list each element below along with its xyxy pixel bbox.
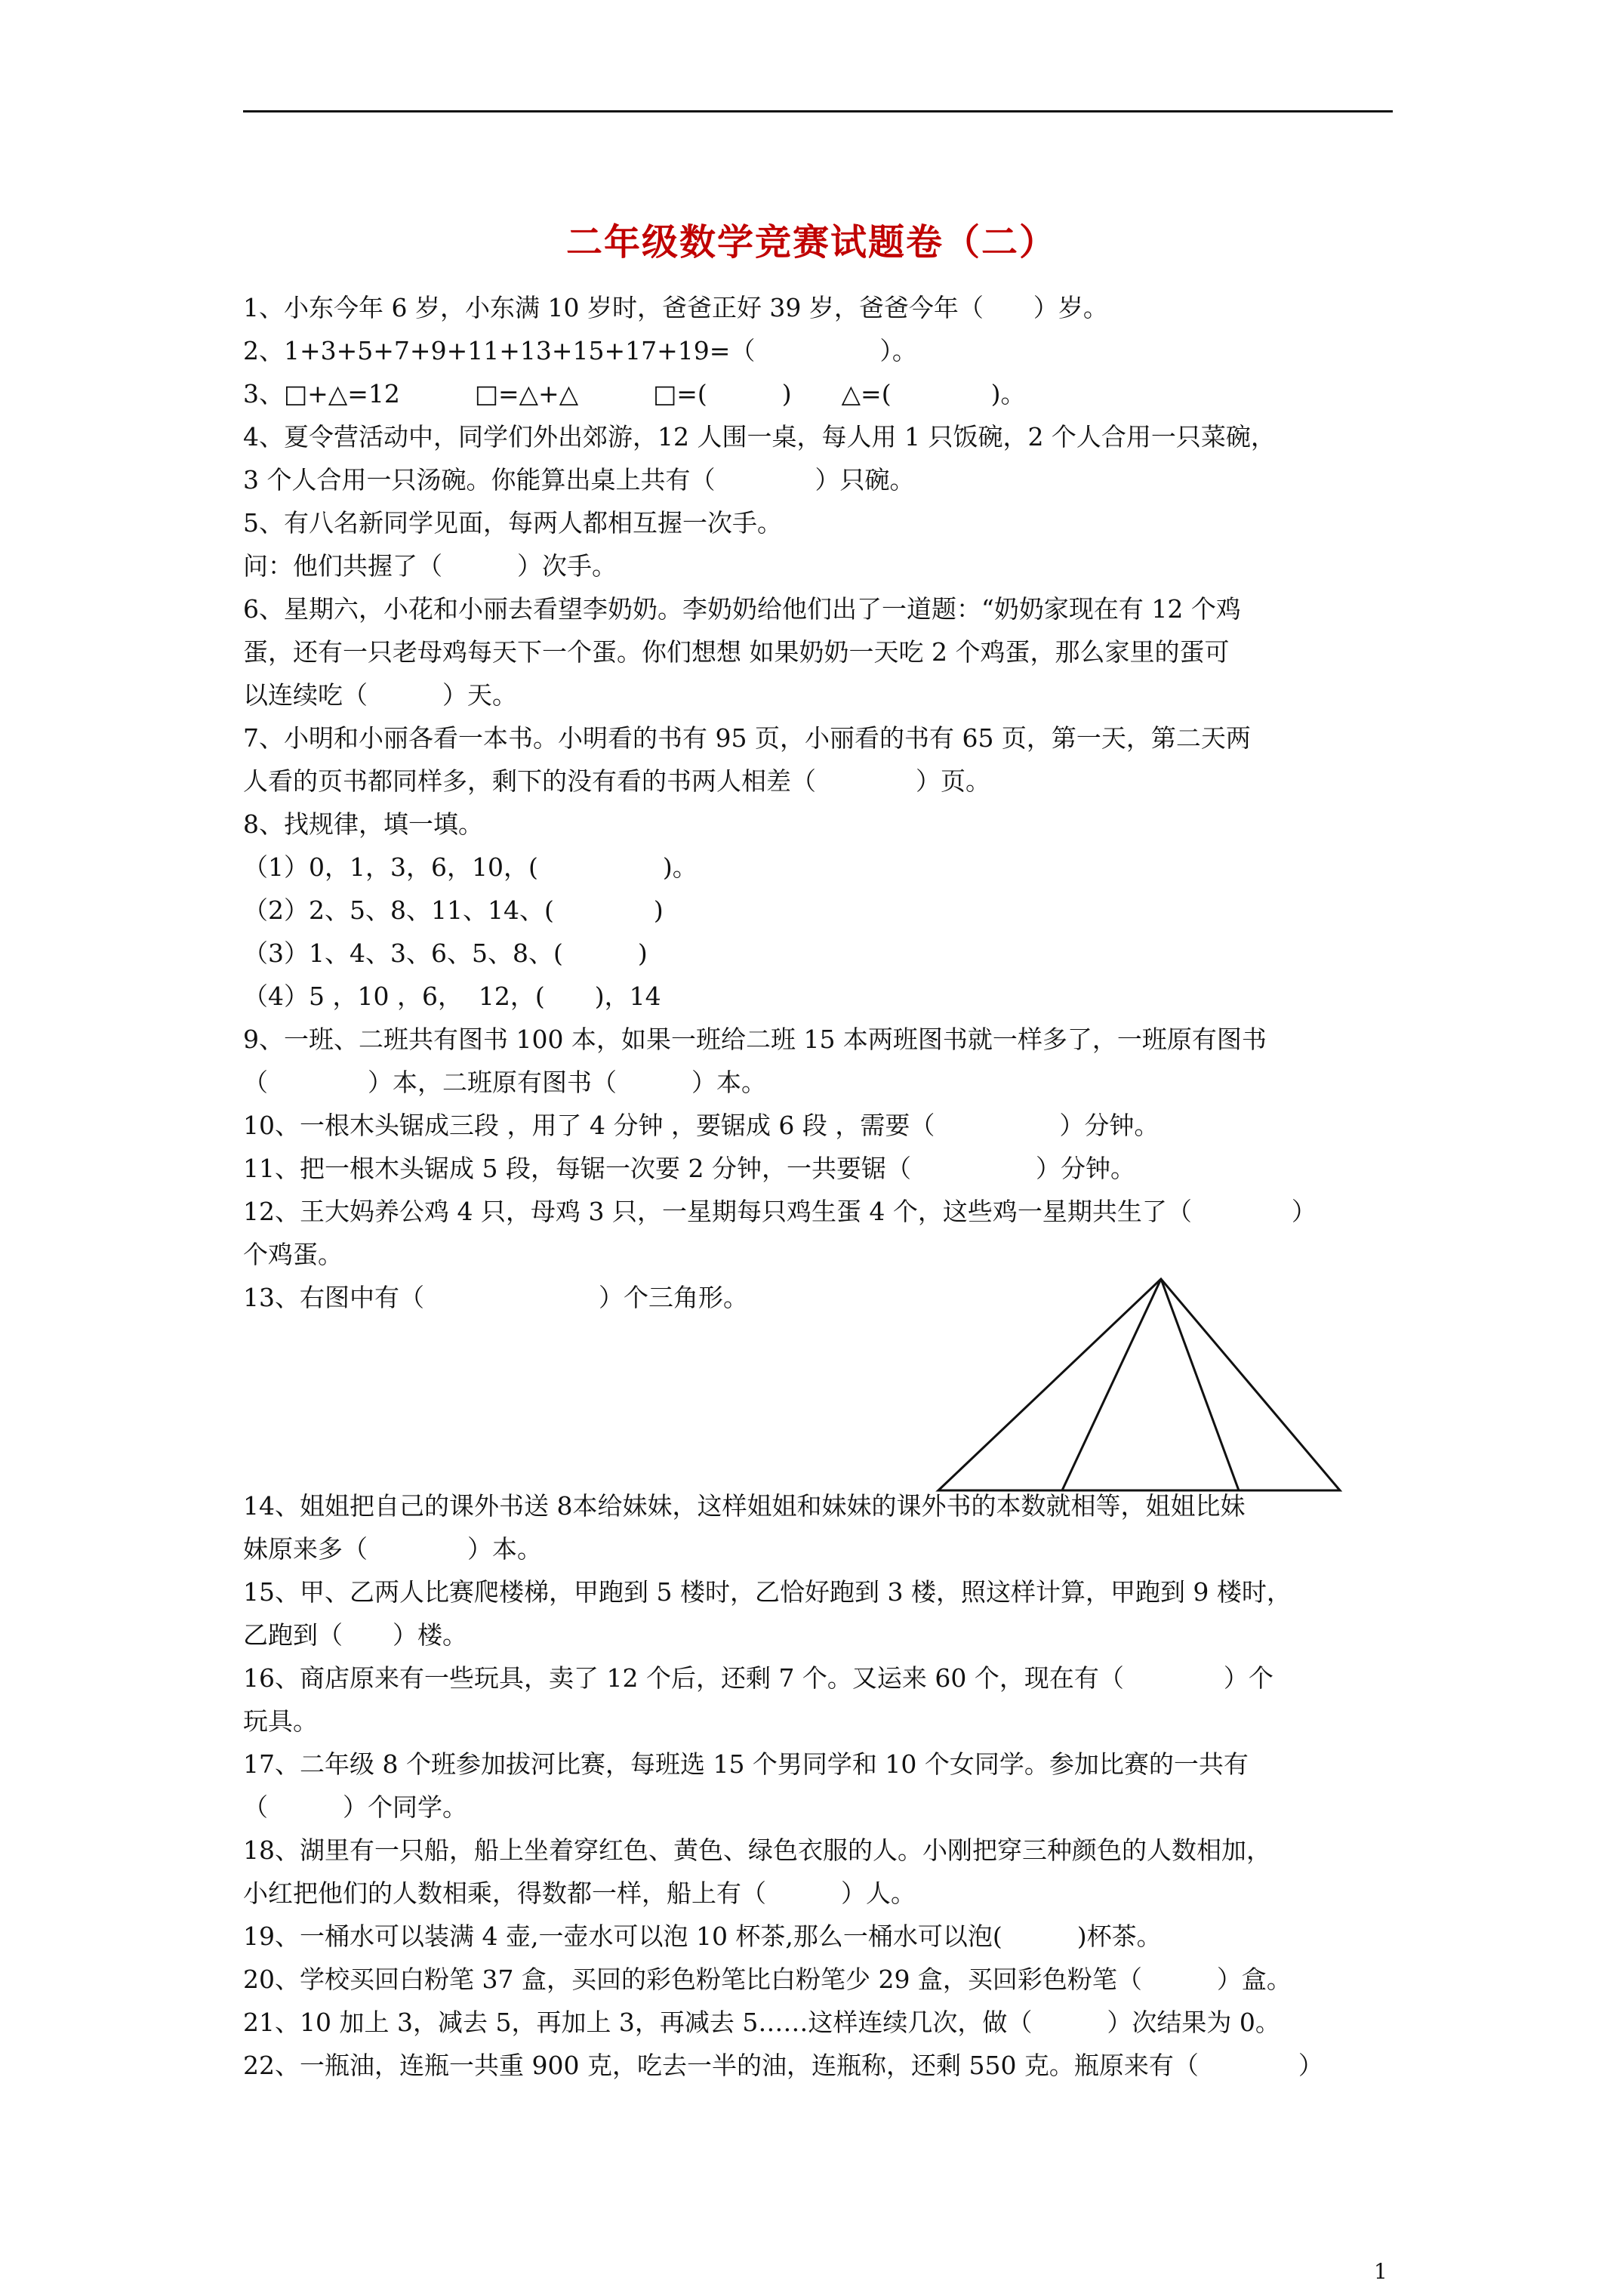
text-line: 蛋，还有一只老母鸡每天下一个蛋。你们想想 如果奶奶一天吃 2 个鸡蛋，那么家里的蛋可 xyxy=(243,637,1230,667)
text-line: 13、右图中有（ ）个三角形。 xyxy=(243,1283,748,1312)
page-title: 二年级数学竞赛试题卷（二） xyxy=(565,221,1057,264)
text-line: 19、一桶水可以装满 4 壶,一壶水可以泡 10 杯茶,那么一桶水可以泡( )杯茶。 xyxy=(243,1922,1162,1951)
text-line: 7、小明和小丽各看一本书。小明看的书有 95 页，小丽看的书有 65 页，第一天，第二天两 xyxy=(243,723,1251,753)
text-line: （3）1、4、3、6、5、8、( ) xyxy=(243,938,648,968)
text-line: 16、商店原来有一些玩具，卖了 12 个后，还剩 7 个。又运来 60 个，现在有（ ）个 xyxy=(243,1663,1273,1693)
text-line: 5、有八名新同学见面，每两人都相互握一次手。 xyxy=(243,508,782,538)
text-line: 20、学校买回白粉笔 37 盒，买回的彩色粉笔比白粉笔少 29 盒，买回彩色粉笔（ ）盒。 xyxy=(243,1965,1292,1994)
text-line: 妹原来多（ ）本。 xyxy=(243,1534,542,1564)
text-line: 3 个人合用一只汤碗。你能算出桌上共有（ ）只碗。 xyxy=(243,465,915,495)
text-line: 22、一瓶油，连瓶一共重 900 克，吃去一半的油，连瓶称，还剩 550 克。瓶原来有（ ） xyxy=(243,2051,1323,2080)
text-line: 8、找规律，填一填。 xyxy=(243,809,483,839)
inner-segment-left xyxy=(1062,1279,1161,1490)
text-line: （ ）个同学。 xyxy=(243,1792,467,1822)
text-line: 问：他们共握了（ ）次手。 xyxy=(243,551,617,581)
text-line: 4、夏令营活动中，同学们外出郊游，12 人围一桌，每人用 1 只饭碗，2 个人合用一只菜碗， xyxy=(243,422,1276,451)
text-line: 6、星期六，小花和小丽去看望李奶奶。李奶奶给他们出了一道题：“奶奶家现在有 12 个鸡 xyxy=(243,594,1241,624)
text-line: 个鸡蛋。 xyxy=(243,1240,343,1269)
text-line: 21、10 加上 3，减去 5，再加上 3，再减去 5……这样连续几次，做（ ）次结果为 0。 xyxy=(243,2008,1280,2037)
text-line: 11、把一根木头锯成 5 段，每锯一次要 2 分钟，一共要锯（ ）分钟。 xyxy=(243,1154,1135,1183)
triangle-figure xyxy=(935,1276,1357,1502)
text-line: （4）5 ，10 ，6， 12，( )，14 xyxy=(243,982,661,1011)
text-line: 玩具。 xyxy=(243,1706,318,1736)
text-line: 14、姐姐把自己的课外书送 8本给妹妹，这样姐姐和妹妹的课外书的本数就相等，姐姐比妹 xyxy=(243,1491,1246,1521)
header-rule xyxy=(243,110,1393,112)
text-line: 15、甲、乙两人比赛爬楼梯，甲跑到 5 楼时，乙恰好跑到 3 楼，照这样计算，甲跑到 9 楼时， xyxy=(243,1577,1292,1607)
text-line: 2、1+3+5+7+9+11+13+15+17+19=（ ）。 xyxy=(243,336,917,365)
page-number: 1 xyxy=(1374,2259,1387,2284)
text-line: 乙跑到（ ）楼。 xyxy=(243,1620,467,1650)
text-line: 以连续吃（ ）天。 xyxy=(243,680,517,710)
text-line: （2）2、5、8、11、14、( ) xyxy=(243,895,664,925)
text-line: （ ）本，二班原有图书（ ）本。 xyxy=(243,1068,766,1097)
text-line: 人看的页书都同样多，剩下的没有看的书两人相差（ ）页。 xyxy=(243,766,990,796)
text-line: 9、一班、二班共有图书 100 本，如果一班给二班 15 本两班图书就一样多了，一班原有图书 xyxy=(243,1025,1267,1054)
text-line: 17、二年级 8 个班参加拔河比赛，每班选 15 个男同学和 10 个女同学。参加比赛的一共有 xyxy=(243,1749,1249,1779)
text-line: 10、一根木头锯成三段 ，用了 4 分钟 ，要锯成 6 段 ，需要（ ）分钟。 xyxy=(243,1111,1160,1140)
text-line: 小红把他们的人数相乘，得数都一样，船上有（ ）人。 xyxy=(243,1878,916,1908)
text-line: （1）0，1，3，6，10，( )。 xyxy=(243,852,698,882)
text-line: 12、王大妈养公鸡 4 只，母鸡 3 只，一星期每只鸡生蛋 4 个，这些鸡一星期共生了（ ） xyxy=(243,1197,1317,1226)
text-line: 3、□+△=12 □=△+△ □=( ) △=( )。 xyxy=(243,379,1026,408)
inner-segment-right xyxy=(1161,1279,1239,1490)
text-line: 1、小东今年 6 岁，小东满 10 岁时，爸爸正好 39 岁，爸爸今年（ ）岁。 xyxy=(243,293,1108,322)
text-line: 18、湖里有一只船，船上坐着穿红色、黄色、绿色衣服的人。小刚把穿三种颜色的人数相加， xyxy=(243,1835,1271,1865)
outer-triangle xyxy=(938,1279,1340,1490)
